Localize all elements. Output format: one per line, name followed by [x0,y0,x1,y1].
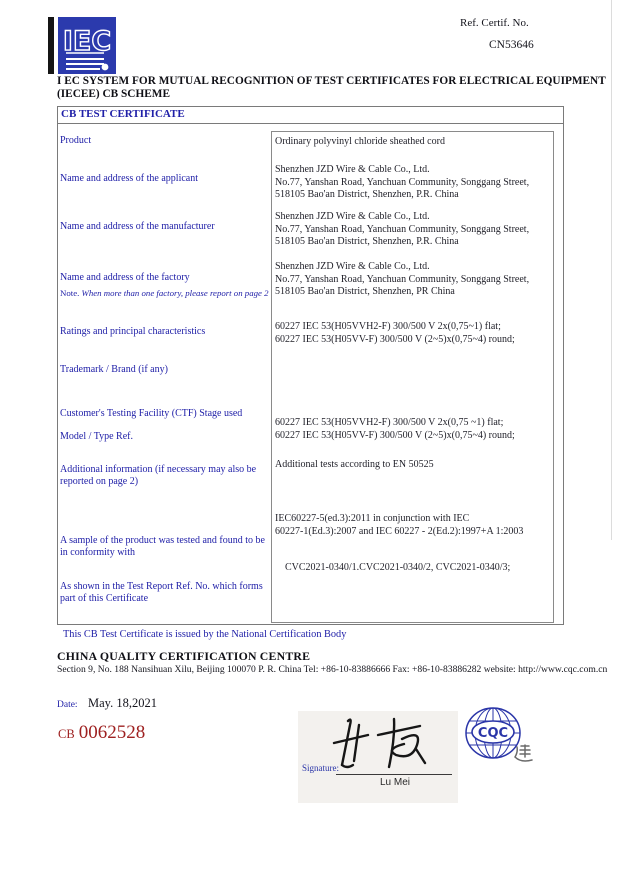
value-conformity [275,513,523,538]
label-model-type: Model / Type Ref. [60,431,133,442]
signature-name: Lu Mei [379,777,410,788]
cqc-stamp-text: CQC [477,726,509,741]
value-column-box [271,131,554,623]
ncb-address: Section 9, No. 188 Nansihuan Xilu, Beijing 100070 P. R. China Tel: +86-10-83886666 Fax: +86-10-83886282 website: http://www.cqc.com.cn [57,664,608,675]
scan-edge-line [611,0,612,540]
cb-certificate-number [58,722,145,744]
value-line: 60227-1(Ed.3):2007 and IEC 60227 - 2(Ed.2):1997+A 1:2003 [275,525,524,537]
label-factory: Name and address of the factory [60,272,190,283]
label-ctf-stage: Customer's Testing Facility (CTF) Stage used [60,408,243,419]
date-label: Date: [57,700,78,710]
value-line: No.77, Yanshan Road, Yanchuan Community, Songgang Street, [275,223,530,235]
handwritten-signature [332,713,452,776]
label-test-reports: As shown in the Test Report Ref. No. which forms part of this Certificate [60,581,263,604]
scheme-title: I EC SYSTEM FOR MUTUAL RECOGNITION OF TEST CERTIFICATES FOR ELECTRICAL EQUIPMENT (IECEE) CB SCHEME [57,75,606,100]
jian-character-glyph [513,744,533,769]
value-line: Shenzhen JZD Wire & Cable Co., Ltd. [275,211,430,222]
issued-by-statement: This CB Test Certificate is issued by the National Certification Body [63,629,347,640]
iec-logo-dot [102,64,109,71]
value-line: No.77, Yanshan Road, Yanchuan Community, Songgang Street, [275,273,530,285]
label-applicant: Name and address of the applicant [60,173,199,184]
cb-number: 0062528 [78,722,146,743]
value-line: 60227 IEC 53(H05VV-F) 300/500 V (2~5)x(0,75~4) round; [275,333,515,345]
value-ratings [275,321,515,346]
iec-logo [48,16,118,75]
value-test-reports [285,562,510,575]
ref-certif-number: CN53646 [489,39,534,51]
value-product [275,136,445,149]
value-model-type [275,417,515,442]
value-line: No.77, Yanshan Road, Yanchuan Community, Songgang Street, [275,176,530,188]
factory-note-text: When more than one factory, please report on page 2 [81,288,269,298]
label-conformity: A sample of the product was tested and found to be in conformity with [60,535,265,558]
label-manufacturer: Name and address of the manufacturer [60,221,215,232]
factory-note-prefix: Note. [60,288,80,298]
label-ratings: Ratings and principal characteristics [60,326,206,337]
value-line: 518105 Bao'an District, Shenzhen, P.R. China [275,189,459,200]
value-line: IEC60227-5(ed.3):2011 in conjunction with IEC [275,513,470,524]
cb-prefix: CB [58,727,75,741]
iec-logo-square [58,17,116,74]
value-line: Shenzhen JZD Wire & Cable Co., Ltd. [275,261,430,272]
signature-line [336,774,452,775]
factory-note [60,288,270,298]
value-line: CVC2021-0340/1.CVC2021-0340/2, CVC2021-0340/3; [285,562,511,573]
value-line: 60227 IEC 53(H05VV-F) 300/500 V (2~5)x(0,75~4) round; [275,429,515,441]
iec-logo-text: IEC [62,26,112,57]
label-trademark: Trademark / Brand (if any) [60,364,168,375]
value-additional-info [275,459,434,472]
label-additional-info: Additional information (if necessary may also be reported on page 2) [60,464,257,487]
value-applicant [275,164,529,202]
certificate-title: CB TEST CERTIFICATE [58,107,563,124]
iec-logo-bar [48,17,54,74]
label-product: Product [60,135,92,146]
value-factory [275,261,529,299]
signature-label: Signature: [302,763,339,773]
value-line: Shenzhen JZD Wire & Cable Co., Ltd. [275,164,430,175]
date-value: May. 18,2021 [88,696,157,710]
value-line: 518105 Bao'an District, Shenzhen, P.R. China [275,236,459,247]
value-line: Ordinary polyvinyl chloride sheathed cord [275,136,445,147]
value-line: 60227 IEC 53(H05VVH2-F) 300/500 V 2x(0,75~1) flat; [275,321,501,332]
ncb-name: CHINA QUALITY CERTIFICATION CENTRE [57,649,311,663]
value-line: 518105 Bao'an District, Shenzhen, PR China [275,286,455,297]
value-line: 60227 IEC 53(H05VVH2-F) 300/500 V 2x(0,75 ~1) flat; [275,417,504,428]
value-line: Additional tests according to EN 50525 [275,459,434,470]
value-manufacturer [275,211,529,249]
ref-certif-label: Ref. Certif. No. [460,17,529,29]
